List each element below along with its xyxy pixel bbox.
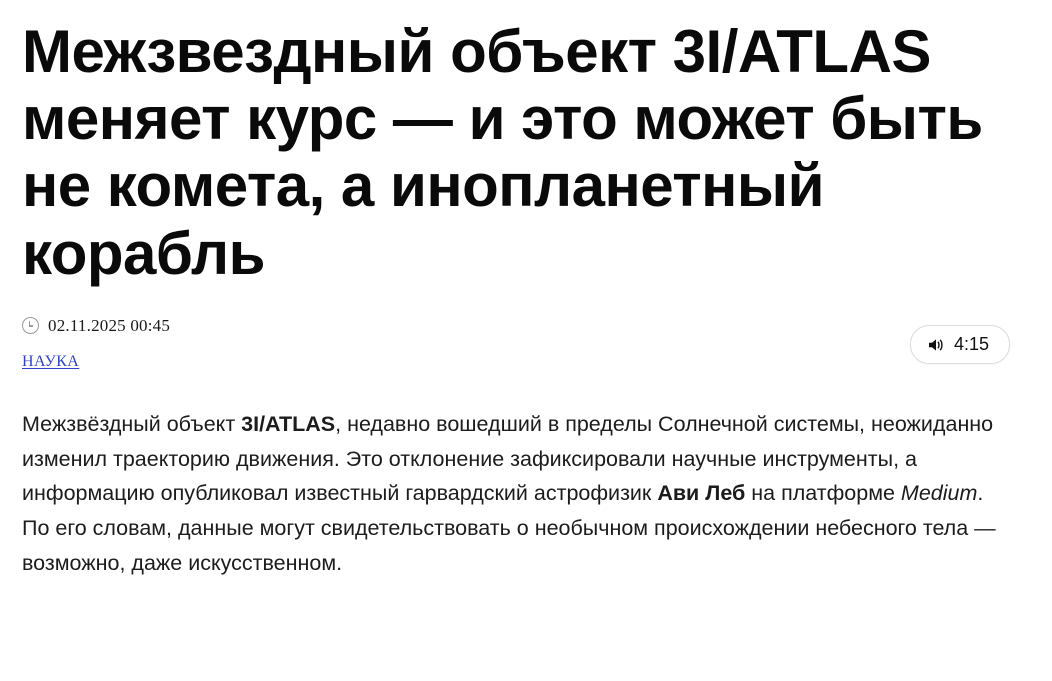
audio-duration: 4:15	[953, 334, 989, 354]
page-title: Межзвездный объект 3I/ATLAS меняет курс — и это может быть не комета, а инопланетный корабль	[22, 18, 983, 287]
body-bold-person-name: Ави Леб	[657, 481, 746, 506]
body-italic-platform: Medium	[900, 481, 978, 506]
body-part-1: Межзвёздный объект	[22, 411, 242, 436]
article-body	[22, 407, 996, 581]
category-link[interactable]: НАУКА	[22, 352, 80, 370]
audio-play-button[interactable]	[910, 325, 1010, 364]
body-part-3: на платформе	[745, 481, 901, 506]
speaker-icon	[927, 336, 945, 354]
body-part-2: , недавно вошедший в пределы Солнечной системы, неожиданно изменил траекторию движения. Это отклонение зафиксировали научные инструменты, а информацию опубликовал известный гарвардский астрофизик	[22, 411, 994, 506]
article-meta	[22, 313, 996, 339]
clock-icon	[22, 317, 39, 334]
body-bold-object-name: 3I/ATLAS	[241, 411, 336, 436]
publish-timestamp: 02.11.2025 00:45	[48, 315, 171, 335]
body-part-4: . По его словам, данные могут свидетельствовать о необычном происхождении небесного тела — возможно, даже искусственном.	[22, 481, 996, 576]
